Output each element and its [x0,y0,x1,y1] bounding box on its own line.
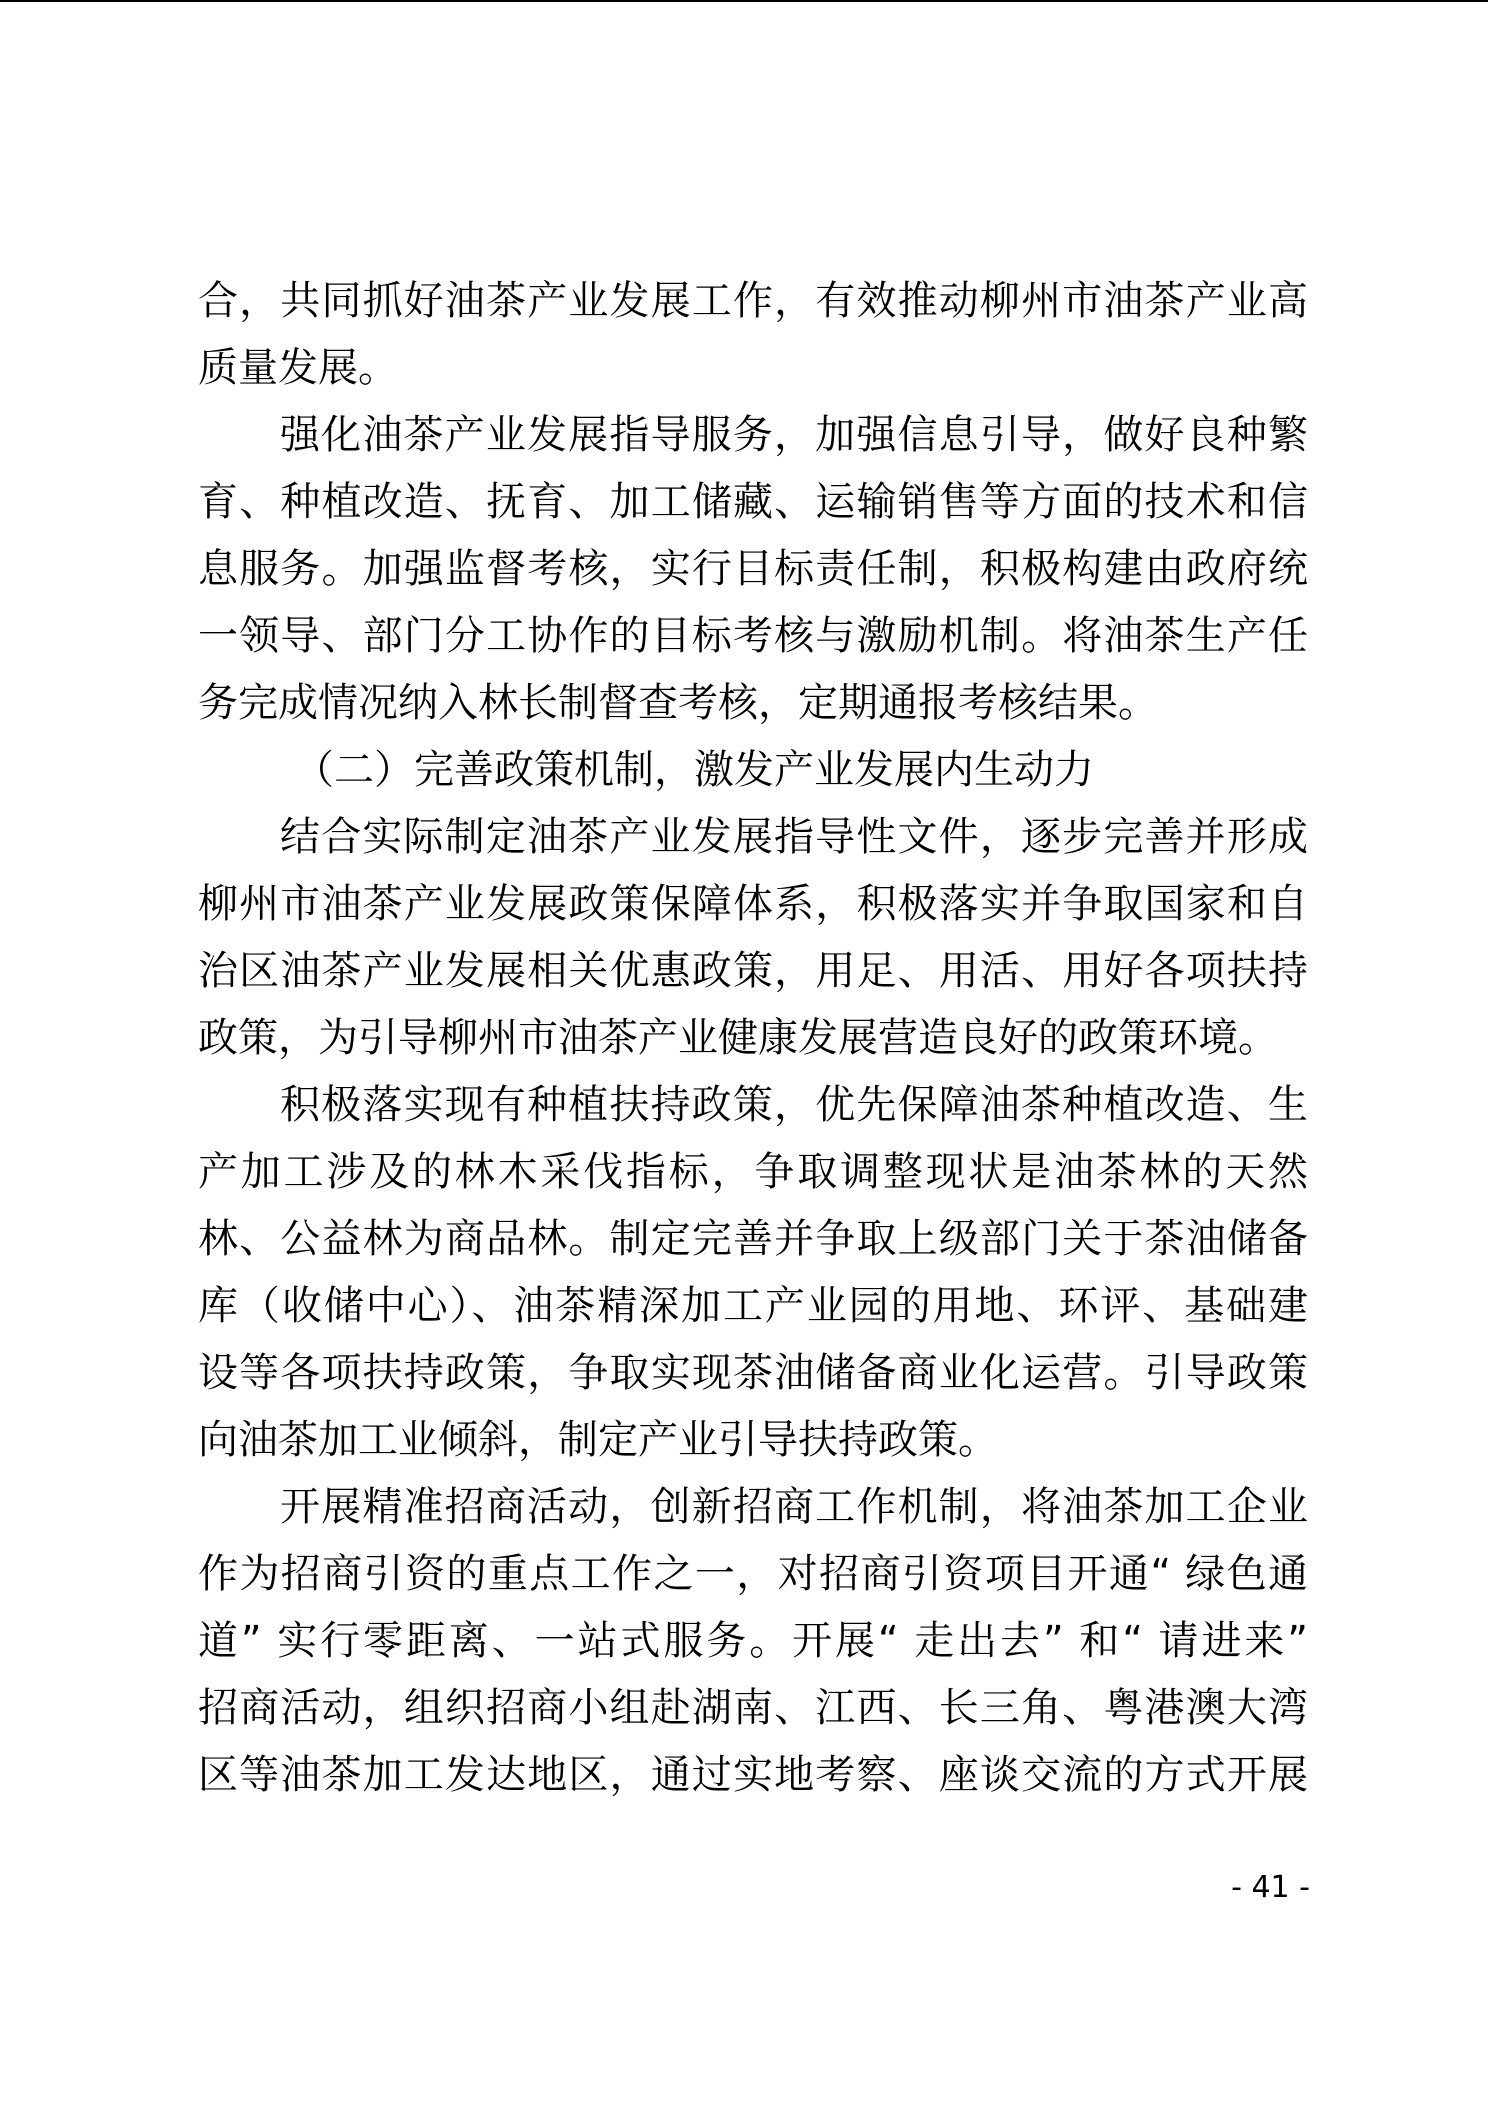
text-line: 结合实际制定油茶产业发展指导性文件，逐步完善并形成 [280,814,1308,860]
text-line: 林、公益林为商品林。制定完善并争取上级部门关于茶油储备 [198,1216,1308,1262]
text-line: 政策，为引导柳州市油茶产业健康发展营造良好的政策环境。 [198,1015,1278,1061]
text-line: 育、种植改造、抚育、加工储藏、运输销售等方面的技术和信 [198,479,1308,525]
page-top-border [0,0,1488,2]
text-line: 向油茶加工业倾斜，制定产业引导扶持政策。 [198,1417,998,1463]
text-line: 治区油茶产业发展相关优惠政策，用足、用活、用好各项扶持 [198,948,1308,994]
text-line: 务完成情况纳入林长制督查考核，定期通报考核结果。 [198,680,1158,726]
text-line: 柳州市油茶产业发展政策保障体系，积极落实并争取国家和自 [198,881,1308,927]
section-heading-text: （二）完善政策机制，激发产业发展内生动力 [294,747,1094,793]
paragraph-policy-guidance [198,804,1308,1072]
text-line: 一领导、部门分工协作的目标考核与激励机制。将油茶生产任 [198,613,1308,659]
text-line: 合，共同抓好油茶产业发展工作，有效推动柳州市油茶产业高 [198,278,1308,324]
text-line: 设等各项扶持政策，争取实现茶油储备商业化运营。引导政策 [198,1350,1308,1396]
paragraph-planting-support [198,1072,1308,1474]
page-number: - 41 - [1231,1870,1310,1905]
paragraph-guidance-service [198,402,1308,737]
text-line: 作为招商引资的重点工作之一，对招商引资项目开通“ 绿色通 [198,1551,1308,1597]
text-line: 产加工涉及的林木采伐指标，争取调整现状是油茶林的天然 [198,1149,1308,1195]
text-line: 质量发展。 [198,345,398,391]
text-line: 积极落实现有种植扶持政策，优先保障油茶种植改造、生 [280,1082,1308,1128]
text-line: 库（收储中心）、油茶精深加工产业园的用地、环评、基础建 [198,1283,1308,1329]
text-line: 息服务。加强监督考核，实行目标责任制，积极构建由政府统 [198,546,1308,592]
paragraph-continuation [198,268,1308,402]
text-line: 道” 实行零距离、一站式服务。开展“ 走出去” 和“ 请进来” [198,1618,1308,1664]
text-line: 强化油茶产业发展指导服务，加强信息引导，做好良种繁 [280,412,1308,458]
document-body [198,268,1308,1809]
text-line: 开展精准招商活动，创新招商工作机制，将油茶加工企业 [280,1484,1308,1530]
paragraph-investment-promotion [198,1474,1308,1809]
section-heading [198,737,1308,804]
text-line: 招商活动，组织招商小组赴湖南、江西、长三角、粤港澳大湾 [198,1685,1308,1731]
text-line: 区等油茶加工发达地区，通过实地考察、座谈交流的方式开展 [198,1752,1308,1798]
